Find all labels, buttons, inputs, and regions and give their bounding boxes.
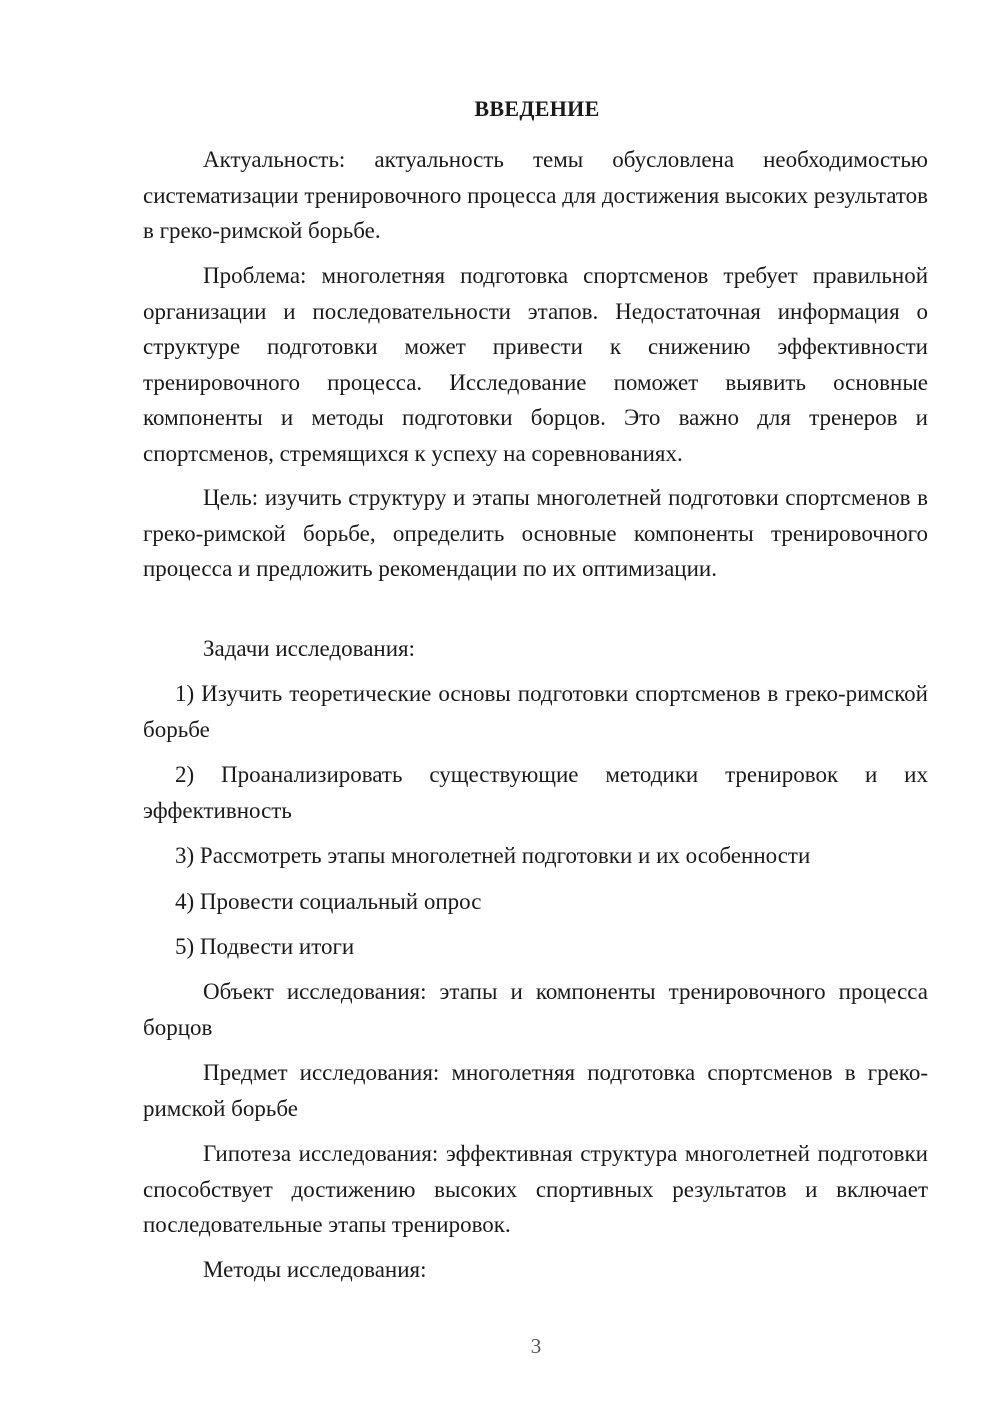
paragraph-methods-heading: Методы исследования: (203, 1257, 427, 1282)
paragraph-object: Объект исследования: этапы и компоненты тренировочного процесса борцов (143, 979, 928, 1040)
paragraph-relevance: Актуальность: актуальность темы обусловлена необходимостью систематизации тренировочного процесса для достижения высоких результатов в греко-римской борьбе. (143, 147, 928, 243)
paragraph-problem: Проблема: многолетняя подготовка спортсменов требует правильной организации и последовательности этапов. Недостаточная информация о структуре подготовки может привести к снижению эффективности тренировочного процесса. Исследование поможет выявить основные компоненты и методы подготовки борцов. Это важно для тренеров и спортсменов, стремящихся к успеху на соревнованиях. (143, 263, 928, 466)
page-title: ВВЕДЕНИЕ (474, 96, 600, 121)
task-item-1: 1) Изучить теоретические основы подготовки спортсменов в греко-римской борьбе (143, 681, 928, 742)
paragraph-goal: Цель: изучить структуру и этапы многолетней подготовки спортсменов в греко-римской борьбе, определить основные компоненты тренировочного процесса и предложить рекомендации по их оптимизации. (143, 485, 928, 581)
task-item-3: 3) Рассмотреть этапы многолетней подготовки и их особенности (175, 843, 811, 868)
task-item-4: 4) Провести социальный опрос (175, 889, 482, 914)
paragraph-tasks-heading: Задачи исследования: (203, 636, 416, 661)
paragraph-hypothesis: Гипотеза исследования: эффективная структура многолетней подготовки способствует достижению высоких спортивных результатов и включает последовательные этапы тренировок. (143, 1141, 928, 1237)
task-item-2: 2) Проанализировать существующие методики тренировок и их эффективность (143, 762, 928, 823)
task-item-5: 5) Подвести итоги (175, 934, 355, 959)
paragraph-subject: Предмет исследования: многолетняя подготовка спортсменов в греко-римской борьбе (143, 1060, 928, 1121)
page-number: 3 (530, 1334, 542, 1358)
